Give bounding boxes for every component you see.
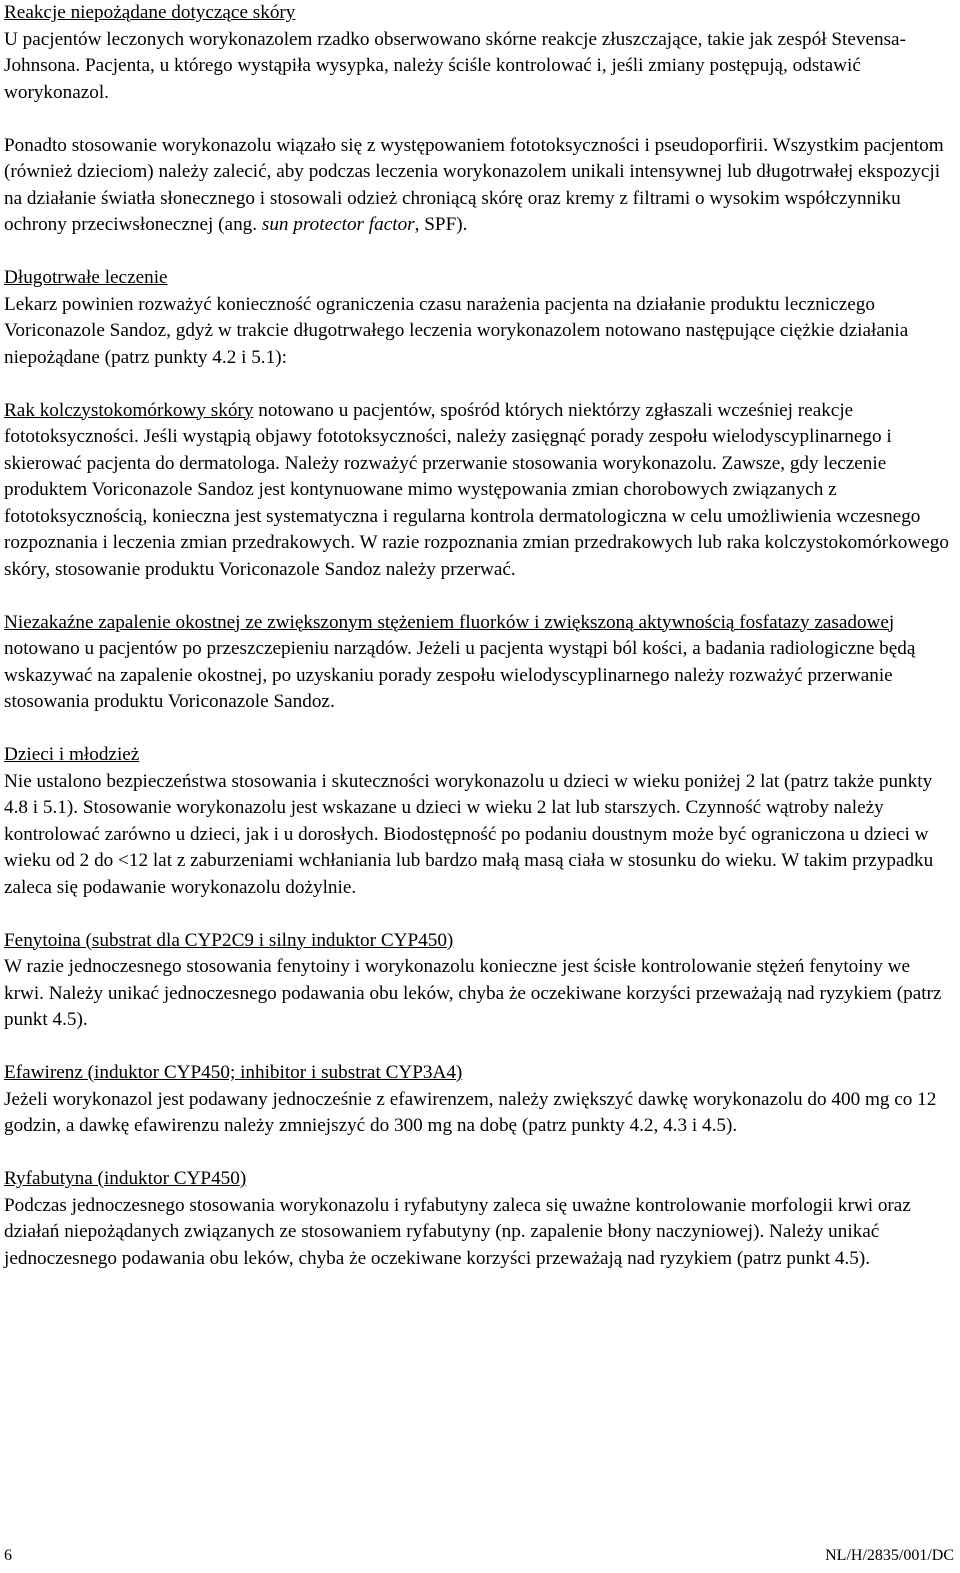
section-efavirenz	[4, 1060, 952, 1140]
section-phenytoin	[4, 928, 952, 1034]
section-children	[4, 742, 952, 901]
section-skin-reactions	[4, 0, 952, 239]
section-heading: Reakcje niepożądane dotyczące skóry	[4, 2, 296, 23]
document-page	[4, 0, 952, 1272]
underlined-term: Niezakaźne zapalenie okostnej ze zwiększonym stężeniem fluorków i zwiększoną aktywnością fosfatazy zasadowej	[4, 611, 895, 633]
paragraph: Jeżeli worykonazol jest podawany jednocześnie z efawirenzem, należy zwiększyć dawkę worykonazolu do 400 mg co 12 godzin, a dawkę efawirenzu należy zmniejszyć do 300 mg na dobę (patrz punkty 4.2, 4.3 i 4.5).	[4, 1088, 937, 1136]
paragraph: U pacjentów leczonych worykonazolem rzadko obserwowano skórne reakcje złuszczające, takie jak zespół Stevensa-Johnsona. Pacjenta, u którego wystąpiła wysypka, należy ściśle kontrolować i, jeśli zmiany postępują, odstawić worykonazol.	[4, 28, 906, 103]
section-periostitis	[4, 610, 952, 716]
paragraph: Podczas jednoczesnego stosowania worykonazolu i ryfabutyny zaleca się uważne kontrolowanie morfologii krwi oraz działań niepożądanych związanych ze stosowaniem ryfabutyny (np. zapalenie błony naczyniowej). Należy unikać jednoczesnego podawania obu leków, chyba że oczekiwane korzyści przeważają nad ryzykiem (patrz punkt 4.5).	[4, 1194, 911, 1269]
paragraph: Ponadto stosowanie worykonazolu wiązało się z występowaniem fototoksyczności i pseudoporfirii. Wszystkim pacjentom (również dzieciom) należy zalecić, aby podczas leczenia worykonazolem unikali intensywnej lub długotrwałej ekspozycji na działanie światła słonecznego i stosowali odzież chroniącą skórę oraz kremy z filtrami o wysokim współczynniku ochrony przeciwsłonecznej (ang. sun protector factor, SPF).	[4, 134, 944, 235]
paragraph: Rak kolczystokomórkowy skóry notowano u pacjentów, spośród których niektórzy zgłaszali wcześniej reakcje fototoksyczności. Jeśli wystąpią objawy fototoksyczności, należy zasięgnąć porady zespołu wielodyscyplinarnego i skierować pacjenta do dermatologa. Należy rozważyć przerwanie stosowania worykonazolu. Zawsze, gdy leczenie produktem Voriconazole Sandoz jest kontynuowane mimo występowania zmian chorobowych związanych z fototoksycznością, konieczna jest systematyczna i regularna kontrola dermatologiczna w celu umożliwienia wczesnego rozpoznania i leczenia zmian przedrakowych. W razie rozpoznania zmian przedrakowych lub raka kolczystokomórkowego skóry, stosowanie produktu Voriconazole Sandoz należy przerwać.	[4, 399, 949, 580]
paragraph: Niezakaźne zapalenie okostnej ze zwiększonym stężeniem fluorków i zwiększoną aktywnością fosfatazy zasadowej notowano u pacjentów po przeszczepieniu narządów. Jeżeli u pacjenta wystąpi ból kości, a badania radiologiczne będą wskazywać na zapalenie okostnej, po uzyskaniu porady zespołu wielodyscyplinarnego należy rozważyć przerwanie stosowania produktu Voriconazole Sandoz.	[4, 611, 916, 712]
paragraph: Nie ustalono bezpieczeństwa stosowania i skuteczności worykonazolu u dzieci w wieku poniżej 2 lat (patrz także punkty 4.8 i 5.1). Stosowanie worykonazolu jest wskazane u dzieci w wieku 2 lat lub starszych. Czynność wątroby należy kontrolować zarówno u dzieci, jak i u dorosłych. Biodostępność po podaniu doustnym może być ograniczona u dzieci w wieku od 2 do <12 lat z zaburzeniami wchłaniania lub bardzo małą masą ciała w stosunku do wieku. W takim przypadku zaleca się podawanie worykonazolu dożylnie.	[4, 770, 934, 898]
section-heading: Długotrwałe leczenie	[4, 267, 168, 288]
section-squamous-cell-carcinoma	[4, 398, 952, 584]
page-number: 6	[4, 1547, 12, 1564]
paragraph: Lekarz powinien rozważyć konieczność ograniczenia czasu narażenia pacjenta na działanie produktu leczniczego Voriconazole Sandoz, gdyż w trakcie długotrwałego leczenia worykonazolem notowano następujące ciężkie działania niepożądane (patrz punkty 4.2 i 5.1):	[4, 293, 909, 368]
section-rifabutin	[4, 1166, 952, 1272]
document-code: NL/H/2835/001/DC	[825, 1547, 954, 1564]
section-long-term-treatment	[4, 265, 952, 371]
paragraph: W razie jednoczesnego stosowania fenytoiny i worykonazolu konieczne jest ścisłe kontrolowanie stężeń fenytoiny we krwi. Należy unikać jednoczesnego podawania obu leków, chyba że oczekiwane korzyści przeważają nad ryzykiem (patrz punkt 4.5).	[4, 956, 942, 1030]
section-heading: Ryfabutyna (induktor CYP450)	[4, 1168, 247, 1189]
underlined-term: Rak kolczystokomórkowy skóry	[4, 399, 254, 421]
section-heading: Dzieci i młodzież	[4, 744, 140, 765]
section-heading: Fenytoina (substrat dla CYP2C9 i silny induktor CYP450)	[4, 929, 454, 951]
section-heading: Efawirenz (induktor CYP450; inhibitor i substrat CYP3A4)	[4, 1062, 463, 1083]
